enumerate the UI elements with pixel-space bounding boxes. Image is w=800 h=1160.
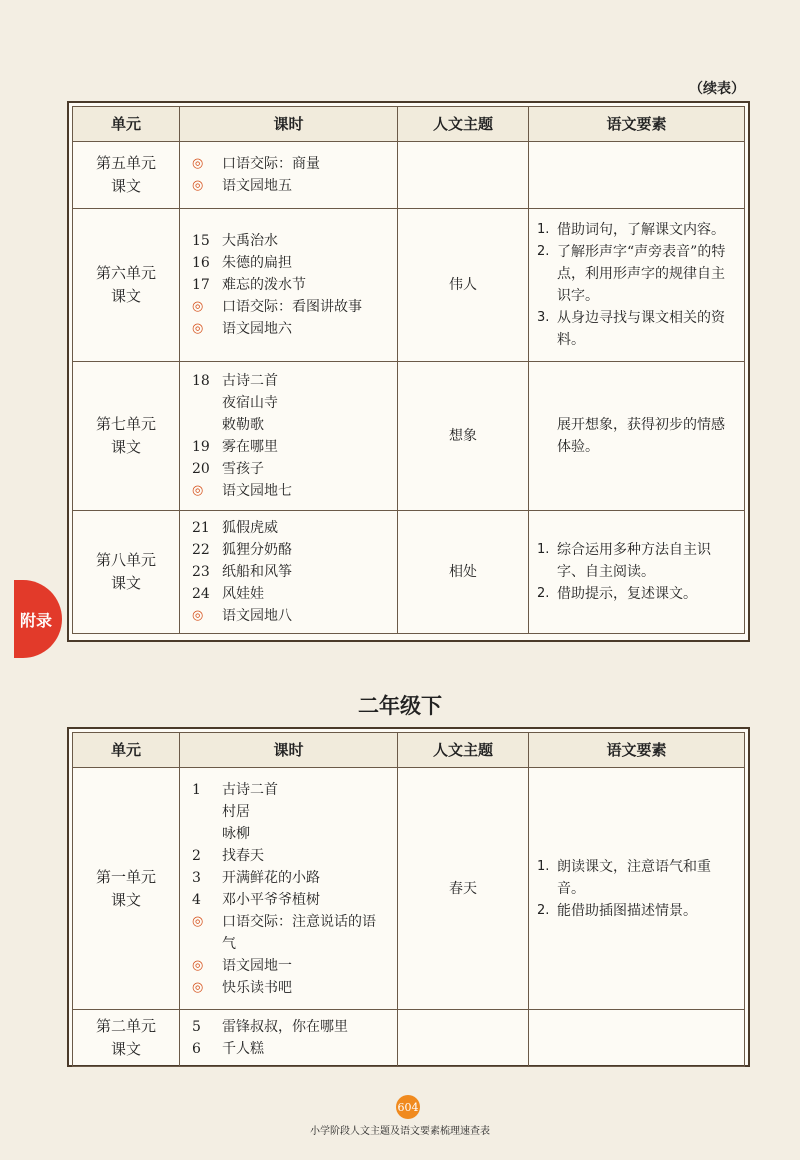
elements-cell xyxy=(529,209,745,362)
elements-cell xyxy=(529,1010,745,1067)
lessons-cell xyxy=(180,362,398,511)
table-row xyxy=(73,1010,745,1067)
theme-cell: 春天 xyxy=(398,768,529,1010)
elements-cell xyxy=(529,511,745,634)
element-item: 1. 综合运用多种方法自主识字、自主阅读。 xyxy=(537,542,711,580)
unit-cell xyxy=(73,209,180,362)
table-row xyxy=(73,209,745,362)
elements-cell xyxy=(529,362,745,511)
table-1 xyxy=(72,106,745,634)
element-item: 1. 朗读课文，注意语气和重音。 xyxy=(537,858,711,897)
lesson-item: 15 大禹治水 xyxy=(192,233,278,249)
lesson-item: ◎ 语文园地六 xyxy=(192,321,292,337)
unit-name: 第一单元 xyxy=(95,867,156,886)
table-header-row xyxy=(73,733,745,768)
unit-cell xyxy=(73,768,180,1010)
header-unit: 单元 xyxy=(73,107,180,142)
theme-cell: 伟人 xyxy=(398,209,529,362)
theme-cell: 相处 xyxy=(398,511,529,634)
table-row xyxy=(73,142,745,209)
element-item: 2. 能借助插图描述情景。 xyxy=(537,902,697,919)
unit-type: 课文 xyxy=(110,890,141,909)
lesson-item: ◎ 口语交际：商量 xyxy=(192,156,320,172)
elements-cell xyxy=(529,142,745,209)
unit-cell xyxy=(73,1010,180,1067)
lesson-item: 20 雪孩子 xyxy=(192,461,264,477)
theme-cell xyxy=(398,1010,529,1067)
element-item: 1. 借助词句，了解课文内容。 xyxy=(537,222,725,238)
unit-type: 课文 xyxy=(110,1040,141,1058)
lesson-item: 2 找春天 xyxy=(192,847,264,864)
lesson-item: 19 雾在哪里 xyxy=(192,439,278,455)
lesson-item: 21 狐假虎威 xyxy=(192,520,278,536)
lesson-item: ◎ 口语交际：注意说话的语气 xyxy=(192,913,376,952)
table-row xyxy=(73,768,745,1010)
unit-type: 课文 xyxy=(110,177,141,195)
lesson-item: 23 纸船和风筝 xyxy=(192,564,292,580)
lesson-item: ◎ 语文园地五 xyxy=(192,178,292,194)
unit-cell xyxy=(73,362,180,511)
section-title: 二年级下 xyxy=(358,694,442,718)
lesson-item: 17 难忘的泼水节 xyxy=(192,277,306,293)
unit-name: 第七单元 xyxy=(95,415,156,433)
unit-name: 第二单元 xyxy=(95,1017,156,1035)
lesson-item: 咏柳 xyxy=(222,825,250,842)
unit-type: 课文 xyxy=(110,287,141,305)
unit-cell xyxy=(73,511,180,634)
header-unit: 单元 xyxy=(73,733,180,768)
elements-list xyxy=(537,856,734,922)
lesson-item: 村居 xyxy=(222,803,250,820)
header-elements: 语文要素 xyxy=(529,107,745,142)
lesson-item: 16 朱德的扁担 xyxy=(192,255,292,271)
lessons-cell xyxy=(180,511,398,634)
unit-name: 第八单元 xyxy=(95,551,156,569)
table-header-row xyxy=(73,107,745,142)
table-row xyxy=(73,511,745,634)
continued-label: （续表） xyxy=(689,81,745,97)
lesson-item: 24 风娃娃 xyxy=(192,586,264,602)
lesson-item: ◎ 语文园地八 xyxy=(192,608,292,624)
unit-type: 课文 xyxy=(110,438,141,456)
appendix-tab: 附录 xyxy=(14,580,62,658)
lessons-cell xyxy=(180,1010,398,1067)
table-2 xyxy=(72,732,745,1067)
curriculum-table-1 xyxy=(67,101,750,642)
lesson-item: 6 千人糕 xyxy=(192,1041,264,1057)
lesson-item: 夜宿山寺 xyxy=(222,395,278,411)
table-row xyxy=(73,362,745,511)
elements-list xyxy=(537,539,734,605)
header-theme: 人文主题 xyxy=(398,733,529,768)
lesson-item: ◎ 口语交际：看图讲故事 xyxy=(192,299,362,315)
unit-type: 课文 xyxy=(110,574,141,592)
lesson-item: ◎ 快乐读书吧 xyxy=(192,979,292,996)
header-elements: 语文要素 xyxy=(529,733,745,768)
elements-list xyxy=(537,219,734,351)
element-item: 2. 借助提示，复述课文。 xyxy=(537,586,697,602)
curriculum-table-2 xyxy=(67,727,750,1067)
lesson-item: ◎ 语文园地七 xyxy=(192,483,292,499)
theme-cell: 想象 xyxy=(398,362,529,511)
lesson-item: 22 狐狸分奶酪 xyxy=(192,542,292,558)
lessons-cell xyxy=(180,768,398,1010)
lesson-item: 4 邓小平爷爷植树 xyxy=(192,891,320,908)
lesson-item: 3 开满鲜花的小路 xyxy=(192,869,320,886)
lesson-item: 敕勒歌 xyxy=(222,417,264,433)
lesson-item: ◎ 语文园地一 xyxy=(192,957,292,974)
lesson-item: 5 雷锋叔叔，你在哪里 xyxy=(192,1019,348,1035)
page-number: 604 xyxy=(396,1095,420,1119)
header-lessons: 课时 xyxy=(180,733,398,768)
lessons-cell xyxy=(180,142,398,209)
element-item: 3. 从身边寻找与课文相关的资料。 xyxy=(537,310,725,348)
elements-cell xyxy=(529,768,745,1010)
unit-name: 第六单元 xyxy=(95,264,156,282)
lesson-item: 1 古诗二首 xyxy=(192,781,278,798)
unit-cell xyxy=(73,142,180,209)
page-footer: 小学阶段人文主题及语文要素梳理速查表 xyxy=(310,1126,490,1137)
element-text: 展开想象，获得初步的情感体验。 xyxy=(557,417,725,455)
lesson-item: 18 古诗二首 xyxy=(192,373,278,389)
header-theme: 人文主题 xyxy=(398,107,529,142)
header-lessons: 课时 xyxy=(180,107,398,142)
unit-name: 第五单元 xyxy=(95,154,156,172)
theme-cell xyxy=(398,142,529,209)
element-item: 2. 了解形声字“声旁表音”的特点，利用形声字的规律自主识字。 xyxy=(537,244,726,304)
lessons-cell xyxy=(180,209,398,362)
